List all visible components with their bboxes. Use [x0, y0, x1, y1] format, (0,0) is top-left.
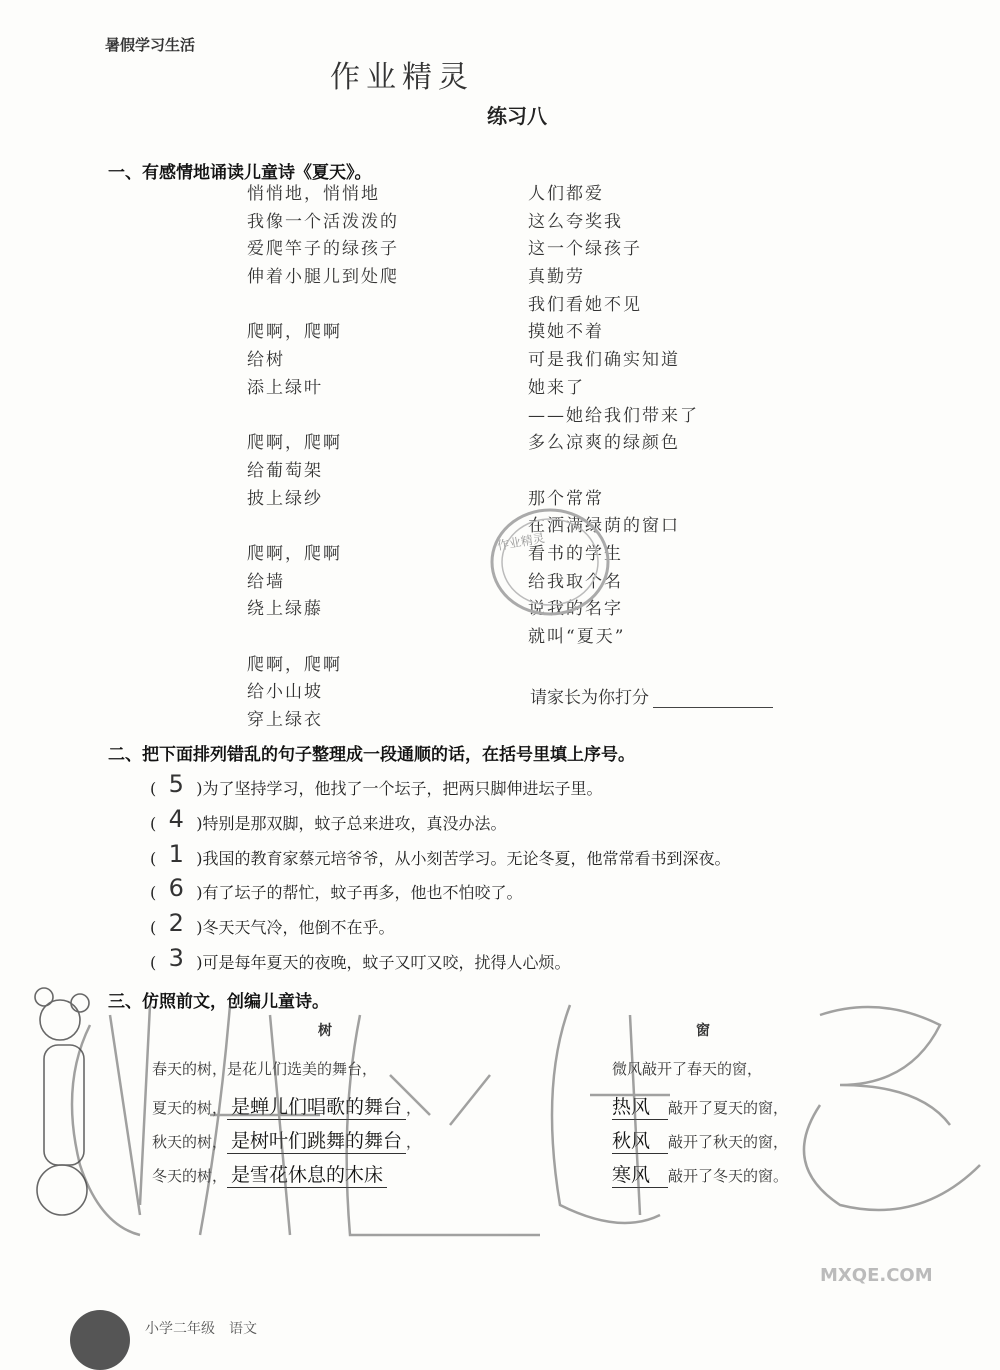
- poem-line: 爬啊，爬啊: [247, 543, 342, 564]
- footer-text: 小学二年级 语文: [145, 1321, 257, 1337]
- sentence-row: [150, 772, 603, 800]
- comma: ，: [406, 1133, 422, 1151]
- tree-line-answer[interactable]: 是蝉儿们唱歌的舞台: [227, 1092, 406, 1120]
- poem-line: [528, 458, 699, 486]
- poem-line: 伸着小腿儿到处爬: [247, 267, 399, 288]
- poem-line: 悄悄地，悄悄地: [247, 184, 380, 204]
- window-poem-title: 窗: [696, 1023, 710, 1039]
- poem-line: [247, 292, 399, 320]
- window-line-text: 敲开了夏天的窗，: [668, 1099, 789, 1117]
- window-line-answer[interactable]: 秋风: [612, 1126, 668, 1154]
- poem-line: 披上绿纱: [247, 488, 323, 509]
- sentence-row: [150, 804, 507, 835]
- close-paren: ): [196, 953, 203, 972]
- poem-line: 给小山坡: [247, 682, 323, 703]
- svg-text:作业精灵: 作业精灵: [496, 530, 546, 553]
- sentence-text: 为了坚持学习，他找了一个坛子，把两只脚伸进坛子里。: [202, 779, 603, 798]
- page-number-badge: [70, 1310, 130, 1370]
- order-answer-field[interactable]: 5: [168, 770, 184, 798]
- poem-line: 爬啊，爬啊: [247, 654, 342, 675]
- close-paren: ): [196, 813, 203, 833]
- window-line-text: 敲开了冬天的窗。: [668, 1167, 789, 1185]
- order-answer-field[interactable]: 1: [168, 839, 184, 868]
- poem-line: 我们看她不见: [528, 294, 642, 315]
- book-header: 暑假学习生活: [105, 36, 196, 54]
- sentence-text: 有了坛子的帮忙，蚊子再多，他也不怕咬了。: [202, 883, 523, 903]
- poem-line: [247, 513, 399, 541]
- order-answer-field[interactable]: 3: [168, 944, 184, 972]
- close-paren: ): [196, 779, 203, 798]
- poem-line: 穿上绿衣: [247, 710, 323, 731]
- window-line-text: 微风敲开了春天的窗，: [612, 1060, 763, 1078]
- poem-line: 这一个绿孩子: [528, 239, 642, 260]
- poem-line: 给墙: [247, 571, 285, 592]
- poem-line: 那个常常: [528, 488, 604, 509]
- sentence-text: 特别是那双脚，蚊子总来进攻，真没办法。: [202, 813, 507, 833]
- open-paren: (: [150, 779, 157, 798]
- open-paren: (: [150, 883, 157, 903]
- poem-line: 多么凉爽的绿颜色: [528, 433, 680, 454]
- window-line-answer[interactable]: 寒风: [612, 1160, 668, 1188]
- rating-label: 请家长为你打分: [530, 688, 649, 708]
- poem-line: 绕上绿藤: [247, 599, 323, 620]
- poem-line: 摸她不着: [528, 322, 604, 343]
- poem-line: 就叫“夏天”: [528, 627, 626, 647]
- poem-line: 添上绿叶: [247, 377, 323, 398]
- comma: ，: [406, 1099, 422, 1117]
- open-paren: (: [150, 848, 157, 868]
- sentence-text: 可是每年夏天的夜晚，蚊子又叮又咬，扰得人心烦。: [202, 953, 571, 972]
- poem-line: 可是我们确实知道: [528, 350, 680, 371]
- window-line-answer[interactable]: 热风: [612, 1092, 668, 1120]
- sentence-row: [150, 876, 523, 904]
- poem-line: ——她给我们带来了: [528, 405, 699, 426]
- poem-line: 爱爬竿子的绿孩子: [247, 239, 399, 260]
- tree-line-prefix: 夏天的树，: [152, 1099, 228, 1117]
- watermark-graphic: [30, 975, 990, 1255]
- tree-line-prefix: 春天的树，是花儿们选美的舞台，: [152, 1060, 378, 1078]
- sentence-text: 冬天天气冷，他倒不在乎。: [202, 918, 395, 938]
- poem-line: 给葡萄架: [247, 460, 323, 481]
- sentence-row: [150, 911, 395, 939]
- close-paren: ): [196, 848, 203, 868]
- section-1-heading: 一、有感情地诵读儿童诗《夏天》。: [108, 163, 372, 183]
- sentence-text: 我国的教育家蔡元培爷爷，从小刻苦学习。无论冬夏，他常常看书到深夜。: [202, 848, 731, 868]
- open-paren: (: [150, 953, 157, 972]
- tree-poem-title: 树: [318, 1023, 332, 1039]
- poem-left-column: [247, 181, 399, 735]
- exercise-title: 练习八: [487, 104, 547, 128]
- poem-line: 她来了: [528, 377, 585, 398]
- poem-line: 看书的学生: [528, 543, 623, 564]
- tree-line-answer[interactable]: 是树叶们跳舞的舞台: [227, 1126, 406, 1154]
- poem-line: 我像一个活泼泼的: [247, 211, 399, 232]
- tree-line-prefix: 秋天的树，: [152, 1133, 228, 1151]
- parent-rating: [530, 683, 773, 708]
- poem-line: 爬啊，爬啊: [247, 433, 342, 454]
- order-answer-field[interactable]: 2: [168, 909, 184, 938]
- close-paren: ): [196, 918, 203, 938]
- poem-line: [247, 624, 399, 652]
- poem-line: 在洒满绿荫的窗口: [528, 516, 680, 537]
- site-logo: MXQE.COM: [820, 1265, 933, 1286]
- section-3-heading: 三、仿照前文，创编儿童诗。: [108, 992, 329, 1012]
- poem-line: 给我取个名: [528, 571, 623, 592]
- poem-line: 说我的名字: [528, 599, 623, 620]
- tree-line-prefix: 冬天的树，: [152, 1167, 228, 1185]
- poem-line: 这么夸奖我: [528, 211, 623, 232]
- section-2-heading: 二、把下面排列错乱的句子整理成一段通顺的话，在括号里填上序号。: [108, 745, 635, 765]
- poem-line: [247, 403, 399, 431]
- rating-input-line[interactable]: [653, 689, 773, 708]
- open-paren: (: [150, 813, 157, 833]
- open-paren: (: [150, 918, 157, 938]
- window-line-text: 敲开了秋天的窗，: [668, 1133, 789, 1151]
- stamp-seal: [488, 505, 613, 620]
- poem-line: 给树: [247, 350, 285, 371]
- poem-line: 爬啊，爬啊: [247, 322, 342, 343]
- tree-line-answer[interactable]: 是雪花休息的木床: [227, 1160, 387, 1188]
- sentence-row: [150, 946, 571, 974]
- poem-line: 人们都爱: [528, 184, 604, 204]
- mascot-illustration: [35, 988, 89, 1215]
- close-paren: ): [196, 883, 203, 903]
- order-answer-field[interactable]: 4: [168, 804, 184, 833]
- poem-line: 真勤劳: [528, 267, 585, 288]
- handwritten-title: 作业精灵: [330, 60, 474, 95]
- sentence-row: [150, 839, 731, 870]
- order-answer-field[interactable]: 6: [168, 874, 184, 903]
